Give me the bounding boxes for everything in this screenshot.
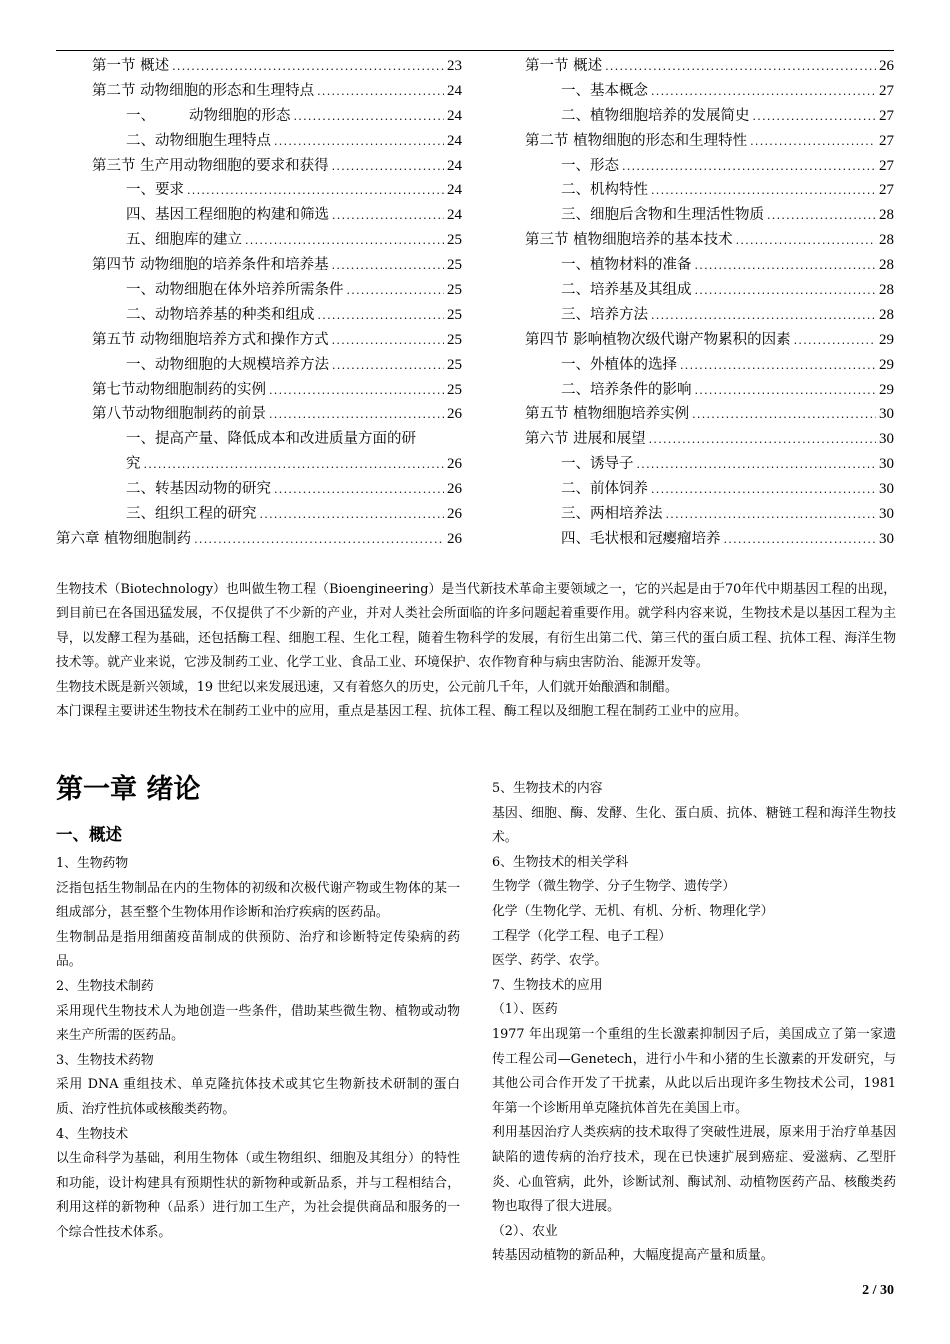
toc-entry-label — [92, 402, 266, 427]
toc-entry-label-text: 究 — [126, 456, 141, 473]
intro-paragraph: 本门课程主要讲述生物技术在制药工业中的应用，重点是基因工程、抗体工程、酶工程以及细胞工程在制药工业中的应用。 — [56, 704, 748, 720]
body-paragraph: 化学（生物化学、无机、有机、分析、物理化学） — [492, 903, 774, 919]
toc-entry-page: 25 — [447, 257, 462, 274]
toc-entry[interactable] — [525, 477, 894, 502]
toc-entry-label — [126, 303, 315, 328]
toc-entry-label-text: 二、动物培养基的种类和组成 — [126, 306, 315, 323]
toc-leader-dots — [269, 403, 444, 428]
toc-entry-label-text: 二、培养基及其组成 — [561, 282, 692, 299]
toc-entry-label — [561, 452, 634, 477]
intro-paragraph: 生物技术（Biotechnology）也叫做生物工程（Bioengineering）是当代新技术革命主要领域之一，它的兴起是由于70年代中期基因工程的出现，到目前已在各国迅猛发展，不仅提供了不少新的产业，并对人类社会所面临的许多问题起着重要作用。就学科内容来说，生物技术是以基因工程为主导，以发酵工程为基础，还包括酶工程、细胞工程、生化工程，随着生物科学的发展，有衍生出第二代、第三代的蛋白质工程、抗体工程、海洋生物技术等。就产业来说，它涉及制药工业、化学工业、食品工业、环境保护、农作物育种与病虫害防治、能源开发等。 — [56, 582, 896, 671]
body-paragraph: 以生命科学为基础，利用生物体（或生物组织、细胞及其组分）的特性和功能，设计构建具有预期性状的新物种或新品系，并与工程相结合，利用这样的新物种（品系）进行加工生产，为社会提供商品和服务的一个综合性技术体系。 — [56, 1151, 460, 1240]
toc-entry[interactable] — [56, 253, 462, 278]
toc-entry-label-text: 一、动物细胞在体外培养所需条件 — [126, 282, 344, 299]
toc-entry-label — [525, 328, 791, 353]
toc-entry-page: 30 — [879, 481, 894, 498]
toc-entry-page: 24 — [447, 207, 462, 224]
toc-leader-dots — [245, 229, 444, 254]
toc-leader-dots — [332, 155, 444, 180]
chapter-title: 第一章 绪论 — [56, 774, 201, 805]
toc-entry[interactable] — [525, 527, 894, 552]
toc-entry-label — [92, 79, 314, 104]
toc-entry-label — [561, 253, 692, 278]
toc-entry-label — [525, 228, 733, 253]
toc-entry[interactable] — [56, 278, 462, 303]
toc-entry-page: 24 — [447, 157, 462, 174]
toc-entry-label — [525, 54, 602, 79]
toc-entry-label-text: 第一节 概述 — [92, 58, 170, 74]
toc-leader-dots — [317, 80, 444, 105]
toc-entry-page: 26 — [447, 406, 462, 423]
toc-entry-label-text: 第三节 植物细胞培养的基本技术 — [525, 232, 733, 249]
toc-entry-page: 27 — [879, 132, 894, 149]
toc-leader-dots — [622, 155, 876, 180]
toc-entry[interactable] — [56, 328, 462, 353]
toc-entry-label-text: 二、植物细胞培养的发展简史 — [561, 107, 750, 124]
toc-leader-dots — [194, 528, 444, 553]
toc-leader-dots — [651, 478, 876, 503]
toc-entry-page: 25 — [447, 232, 462, 249]
toc-entry-page: 26 — [447, 456, 462, 473]
toc-entry-label-text: 第五节 动物细胞培养方式和操作方式 — [92, 331, 329, 348]
section-title: 一、概述 — [56, 825, 122, 844]
toc-entry-label — [92, 328, 329, 353]
toc-leader-dots — [274, 478, 444, 503]
toc-entry-label-text: 第五节 植物细胞培养实例 — [525, 406, 690, 423]
toc-entry-page: 24 — [447, 132, 462, 149]
toc-entry[interactable] — [56, 203, 462, 228]
body-paragraph: 采用现代生物技术人为地创造一些条件，借助某些微生物、植物或动物来生产所需的医药品。 — [56, 1003, 460, 1044]
toc-entry-page: 30 — [879, 431, 894, 448]
toc-entry-label-text: 三、两相培养法 — [561, 506, 663, 523]
toc-entry[interactable] — [525, 328, 894, 353]
toc-right-column — [525, 54, 894, 552]
body-paragraph: （2）、农业 — [492, 1223, 558, 1239]
body-paragraph: 2、生物技术制药 — [56, 978, 154, 994]
body-paragraph: 1977 年出现第一个重组的生长激素抑制因子后，美国成立了第一家遗传工程公司—Genetech，进行小牛和小猪的生长激素的开发研究，与其他公司合作开发了干扰素，从此以后出现许多生物技术公司，1981 年第一个诊断用单克隆抗体首先在美国上市。 — [492, 1026, 896, 1116]
toc-entry[interactable] — [525, 54, 894, 79]
toc-entry-label — [561, 154, 619, 179]
toc-entry-page: 24 — [447, 182, 462, 199]
toc-entry-label-text: 一、植物材料的准备 — [561, 257, 692, 274]
toc-entry-page: 25 — [447, 306, 462, 323]
toc-entry[interactable] — [525, 104, 894, 129]
toc-entry-label-text: 二、前体饲养 — [561, 481, 648, 498]
intro-text — [56, 578, 896, 724]
toc-left-column — [56, 54, 462, 552]
body-paragraph: 3、生物技术药物 — [56, 1052, 154, 1068]
body-paragraph: 4、生物技术 — [56, 1126, 129, 1142]
body-paragraph: 采用 DNA 重组技术、单克隆抗体技术或其它生物新技术研制的蛋白质、治疗性抗体或核酸类药物。 — [56, 1077, 460, 1117]
toc-entry[interactable] — [56, 154, 462, 179]
toc-entry-page: 23 — [447, 58, 462, 74]
toc-entry-label — [525, 427, 646, 452]
toc-leader-dots — [144, 453, 445, 478]
toc-entry-label-text: 五、细胞库的建立 — [126, 232, 242, 249]
toc-entry-label — [561, 527, 721, 552]
toc-entry-label-text: 第四节 影响植物次级代谢产物累积的因素 — [525, 331, 791, 348]
toc-entry-page: 26 — [447, 481, 462, 498]
toc-leader-dots — [695, 254, 877, 279]
toc-entry-page: 25 — [447, 356, 462, 373]
toc-entry-label — [126, 228, 242, 253]
toc-entry-label-text: 二、机构特性 — [561, 182, 648, 199]
toc-entry-page: 30 — [879, 406, 894, 423]
toc-entry-label-text: 二、转基因动物的研究 — [126, 481, 271, 498]
toc-entry[interactable] — [56, 178, 462, 203]
toc-entry-label — [126, 203, 329, 228]
toc-entry[interactable] — [56, 228, 462, 253]
toc-entry-page: 27 — [879, 157, 894, 174]
toc-entry-label — [561, 378, 692, 403]
toc-entry-label — [126, 178, 184, 203]
toc-leader-dots — [736, 229, 876, 254]
toc-entry[interactable] — [525, 203, 894, 228]
body-paragraph: 利用基因治疗人类疾病的技术取得了突破性进展，原来用于治疗单基因缺陷的遗传病的治疗技术，现在已快速扩展到癌症、爱滋病、乙型肝炎、心血管病，此外，诊断试剂、酶试剂、动植物医药产品、核酸类药物也取得了很大进展。 — [492, 1125, 896, 1215]
toc-entry[interactable] — [525, 452, 894, 477]
toc-entry[interactable] — [525, 79, 894, 104]
body-paragraph: 泛指包括生物制品在内的生物体的初级和次极代谢产物或生物体的某一组成部分，甚至整个生物体用作诊断和治疗疾病的医药品。 — [56, 880, 460, 921]
toc-entry[interactable] — [525, 253, 894, 278]
toc-entry[interactable] — [525, 228, 894, 253]
toc-entry[interactable] — [56, 378, 462, 403]
toc-entry-label-text: 四、基因工程细胞的构建和筛选 — [126, 207, 329, 224]
toc-entry-page: 30 — [879, 530, 894, 547]
body-paragraph: 工程学（化学工程、电子工程） — [492, 928, 672, 944]
toc-entry[interactable] — [56, 427, 462, 452]
toc-entry-label-text: 第二节 动物细胞的形态和生理特点 — [92, 82, 315, 99]
toc-entry[interactable] — [525, 402, 894, 427]
toc-leader-dots — [651, 80, 876, 105]
toc-leader-dots — [332, 329, 444, 354]
toc-entry-label — [525, 402, 689, 427]
toc-entry-label-text: 一、 — [126, 107, 155, 124]
toc-leader-dots — [767, 204, 876, 229]
toc-entry[interactable] — [56, 104, 462, 129]
toc-entry[interactable] — [525, 178, 894, 203]
toc-leader-dots — [753, 105, 877, 130]
toc-entry[interactable] — [56, 502, 462, 527]
toc-entry-page: 28 — [879, 232, 894, 249]
toc-entry-page: 28 — [879, 306, 894, 323]
toc-entry-page: 26 — [447, 530, 462, 547]
toc-entry[interactable] — [525, 502, 894, 527]
toc-entry-page: 28 — [879, 257, 894, 274]
toc-leader-dots — [347, 279, 445, 304]
toc-leader-dots — [695, 279, 877, 304]
toc-entry-label — [561, 178, 648, 203]
toc-entry-page: 26 — [447, 506, 462, 523]
toc-entry-label — [92, 154, 329, 179]
toc-leader-dots — [651, 304, 876, 329]
toc-entry-label-text: 第一节 概述 — [525, 58, 603, 74]
toc-entry-page: 29 — [879, 356, 894, 373]
toc-entry-label — [561, 104, 750, 129]
toc-leader-dots — [637, 453, 877, 478]
toc-entry-label-text: 一、形态 — [561, 157, 619, 174]
body-paragraph: 生物学（微生物学、分子生物学、遗传学） — [492, 879, 736, 895]
toc-entry-label-text: 第四节 动物细胞的培养条件和培养基 — [92, 257, 329, 274]
toc-leader-dots — [260, 503, 445, 528]
toc-entry-label-text: 第六章 植物细胞制药 — [56, 530, 192, 547]
body-paragraph: 转基因动植物的新品种，大幅度提高产量和质量。 — [492, 1248, 774, 1264]
toc-entry-label — [126, 353, 329, 378]
body-right-column — [492, 777, 896, 1269]
toc-leader-dots — [750, 130, 876, 155]
toc-entry-page: 24 — [447, 82, 462, 99]
toc-entry-label-text: 三、培养方法 — [561, 306, 648, 323]
toc-entry-label — [561, 278, 692, 303]
toc-entry-label — [126, 502, 257, 527]
toc-leader-dots — [332, 354, 444, 379]
intro-paragraph: 生物技术既是新兴领域，19 世纪以来发展迅速，又有着悠久的历史，公元前几千年，人们就开始酿酒和制醋。 — [56, 679, 678, 695]
toc-entry-page: 30 — [879, 456, 894, 473]
toc-entry[interactable] — [56, 353, 462, 378]
toc-entry-label — [56, 527, 191, 552]
toc-leader-dots — [332, 204, 444, 229]
toc-leader-dots — [187, 179, 444, 204]
toc-leader-dots — [695, 379, 877, 404]
toc-entry-label — [126, 104, 291, 129]
toc-entry-label — [561, 303, 648, 328]
toc-entry-label-text: 第六节 进展和展望 — [525, 431, 646, 448]
body-paragraph: 7、生物技术的应用 — [492, 977, 603, 993]
toc-entry-label — [92, 253, 329, 278]
toc-entry[interactable] — [56, 303, 462, 328]
toc-entry-page: 24 — [447, 107, 462, 124]
toc-entry-page: 26 — [879, 58, 894, 74]
toc-leader-dots — [649, 428, 876, 453]
toc-entry-label-text: 一、基本概念 — [561, 82, 648, 99]
toc-entry-label — [126, 452, 141, 477]
toc-entry-label — [561, 502, 663, 527]
toc-entry-page: 27 — [879, 182, 894, 199]
body-left-column — [56, 852, 460, 1246]
toc-entry[interactable] — [525, 154, 894, 179]
toc-entry-label — [561, 477, 648, 502]
toc-entry-label-text: 一、要求 — [126, 182, 184, 199]
body-paragraph: 生物制品是指用细菌疫苗制成的供预防、治疗和诊断特定传染病的药品。 — [56, 929, 460, 970]
toc-entry-page: 25 — [447, 282, 462, 299]
toc-leader-dots — [294, 105, 445, 130]
toc-entry-label-text: 第二节 植物细胞的形态和生理特性 — [525, 132, 748, 149]
body-paragraph: 5、生物技术的内容 — [492, 781, 603, 796]
toc-leader-dots — [274, 130, 444, 155]
toc-entry-label-text: 二、培养条件的影响 — [561, 381, 692, 398]
toc-entry-label — [92, 54, 169, 79]
toc-entry-page: 25 — [447, 331, 462, 348]
body-paragraph: 1、生物药物 — [56, 856, 129, 871]
toc-entry-label-text: 第七节动物细胞制药的实例 — [92, 381, 266, 398]
toc-entry[interactable] — [525, 427, 894, 452]
toc-leader-dots — [692, 403, 876, 428]
toc-entry-label-text: 一、外植体的选择 — [561, 356, 677, 373]
toc-leader-dots — [666, 503, 877, 528]
toc-entry[interactable] — [56, 527, 462, 552]
toc-leader-dots — [724, 528, 877, 553]
toc-entry-label — [126, 427, 416, 452]
toc-entry[interactable] — [525, 353, 894, 378]
toc-entry-label-text: 三、组织工程的研究 — [126, 506, 257, 523]
body-paragraph: （1）、医药 — [492, 1002, 558, 1018]
toc-entry-page: 28 — [879, 207, 894, 224]
toc-entry-label — [126, 129, 271, 154]
toc-entry-label-text: 三、细胞后含物和生理活性物质 — [561, 207, 764, 224]
toc-entry-label — [126, 477, 271, 502]
toc-entry-label-text: 一、诱导子 — [561, 456, 634, 473]
toc-entry-label — [561, 203, 764, 228]
toc-entry-page: 30 — [879, 506, 894, 523]
toc-entry-page: 25 — [447, 381, 462, 398]
toc-entry-label-text: 动物细胞的形态 — [189, 107, 291, 124]
toc-entry-label-text: 一、动物细胞的大规模培养方法 — [126, 356, 329, 373]
toc-entry-label-text: 四、毛状根和冠瘿瘤培养 — [561, 530, 721, 547]
body-paragraph: 医学、药学、农学。 — [492, 953, 608, 969]
page-number: 2 / 30 — [862, 1283, 894, 1298]
toc-leader-dots — [794, 329, 876, 354]
toc-entry-label — [561, 79, 648, 104]
toc-entry-page: 27 — [879, 107, 894, 124]
toc-leader-dots — [318, 304, 445, 329]
toc-entry-label — [126, 278, 344, 303]
toc-entry-page: 27 — [879, 82, 894, 99]
header-rule — [56, 50, 894, 51]
toc-entry[interactable] — [56, 477, 462, 502]
toc-leader-dots — [332, 254, 444, 279]
toc-entry-page: 28 — [879, 282, 894, 299]
toc-leader-dots — [605, 55, 876, 80]
toc-entry[interactable] — [525, 378, 894, 403]
toc-entry[interactable] — [56, 54, 462, 79]
toc-entry-page: 29 — [879, 381, 894, 398]
body-paragraph: 6、生物技术的相关学科 — [492, 854, 629, 870]
toc-leader-dots — [172, 55, 444, 80]
toc-entry-page: 29 — [879, 331, 894, 348]
toc-entry[interactable] — [56, 402, 462, 427]
toc-leader-dots — [651, 179, 876, 204]
toc-entry-label-text: 二、动物细胞生理特点 — [126, 132, 271, 149]
toc-entry-label-text: 第三节 生产用动物细胞的要求和获得 — [92, 157, 329, 174]
toc-entry-label — [92, 378, 266, 403]
toc-entry[interactable] — [525, 303, 894, 328]
toc-entry-label — [525, 129, 747, 154]
toc-entry[interactable] — [56, 129, 462, 154]
toc-entry-label-text: 第八节动物细胞制药的前景 — [92, 406, 266, 423]
toc-entry[interactable] — [56, 452, 462, 477]
toc-entry[interactable] — [525, 129, 894, 154]
toc-entry[interactable] — [56, 79, 462, 104]
toc-entry-label — [561, 353, 677, 378]
toc-leader-dots — [680, 354, 876, 379]
toc-entry[interactable] — [525, 278, 894, 303]
body-paragraph: 基因、细胞、酶、发酵、生化、蛋白质、抗体、糖链工程和海洋生物技术。 — [492, 805, 896, 846]
toc-leader-dots — [269, 379, 444, 404]
toc-entry-label-text: 一、提高产量、降低成本和改进质量方面的研 — [126, 431, 416, 448]
